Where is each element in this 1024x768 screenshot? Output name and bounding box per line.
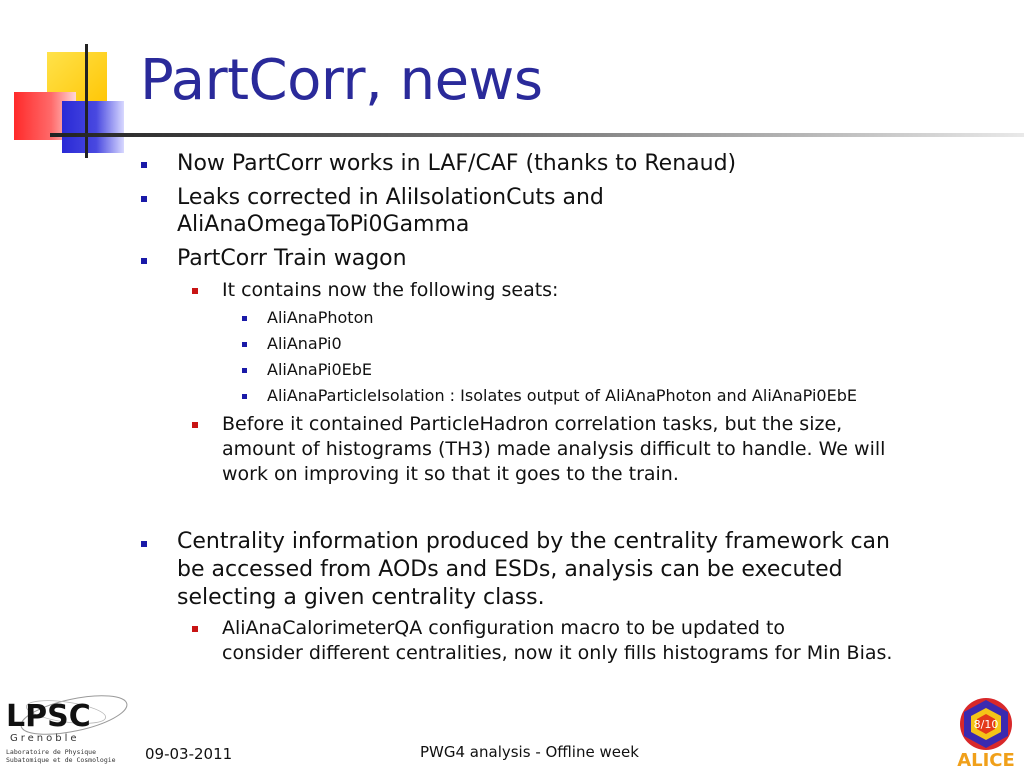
bullet-leaks-line1: Leaks corrected in AliIsolationCuts and xyxy=(177,185,604,210)
bullet-marker xyxy=(141,541,147,547)
seat-item: AliAnaPi0 xyxy=(267,334,342,353)
bullet-centrality-line2: be accessed from AODs and ESDs, analysis can be executed xyxy=(177,557,843,582)
lpsc-logo-text: LPSC xyxy=(6,699,91,734)
sub-sub-bullet-marker xyxy=(242,394,247,399)
title-underline xyxy=(50,133,1024,137)
lpsc-logo xyxy=(4,688,130,764)
lpsc-city-text: Grenoble xyxy=(10,733,80,744)
sub-sub-bullet-marker xyxy=(242,342,247,347)
sub-bullet-calo-line2: consider different centralities, now it only fills histograms for Min Bias. xyxy=(222,642,893,664)
sub-bullet-before-line1: Before it contained ParticleHadron correlation tasks, but the size, xyxy=(222,413,843,435)
sub-bullet-marker xyxy=(192,422,198,428)
sub-bullet-marker xyxy=(192,626,198,632)
sub-bullet-before-line2: amount of histograms (TH3) made analysis difficult to handle. We will xyxy=(222,438,886,460)
page-number: 8/10 xyxy=(973,718,999,731)
decor-blue-square xyxy=(62,101,124,153)
sub-sub-bullet-marker xyxy=(242,316,247,321)
sub-bullet-marker xyxy=(192,288,198,294)
lpsc-line1: Laboratoire de Physique xyxy=(6,748,97,756)
sub-bullet-calo-line1: AliAnaCalorimeterQA configuration macro to be updated to xyxy=(222,617,786,639)
lpsc-line2: Subatomique et de Cosmologie xyxy=(6,756,116,764)
bullet-train-wagon: PartCorr Train wagon xyxy=(177,246,407,271)
bullet-marker xyxy=(141,258,147,264)
seat-item: AliAnaParticleIsolation : Isolates output of AliAnaPhoton and AliAnaPi0EbE xyxy=(267,386,857,405)
alice-logo xyxy=(944,690,1024,768)
bullet-laf-caf: Now PartCorr works in LAF/CAF (thanks to Renaud) xyxy=(177,151,737,176)
alice-text: ALICE xyxy=(957,750,1015,768)
bullet-centrality-line1: Centrality information produced by the centrality framework can xyxy=(177,529,890,554)
sub-sub-bullet-marker xyxy=(242,368,247,373)
sub-bullet-before-line3: work on improving it so that it goes to the train. xyxy=(222,463,679,485)
seat-item: AliAnaPhoton xyxy=(267,308,374,327)
bullet-leaks-line2: AliAnaOmegaToPi0Gamma xyxy=(177,212,470,237)
bullet-marker xyxy=(141,196,147,202)
decor-vertical-line xyxy=(85,44,88,158)
slide-title: PartCorr, news xyxy=(140,48,543,113)
footer-title: PWG4 analysis - Offline week xyxy=(420,743,639,761)
bullet-marker xyxy=(141,162,147,168)
seat-item: AliAnaPi0EbE xyxy=(267,360,373,379)
bullet-centrality-line3: selecting a given centrality class. xyxy=(177,585,545,610)
sub-bullet-seats: It contains now the following seats: xyxy=(222,279,559,301)
footer-date: 09-03-2011 xyxy=(145,745,233,763)
